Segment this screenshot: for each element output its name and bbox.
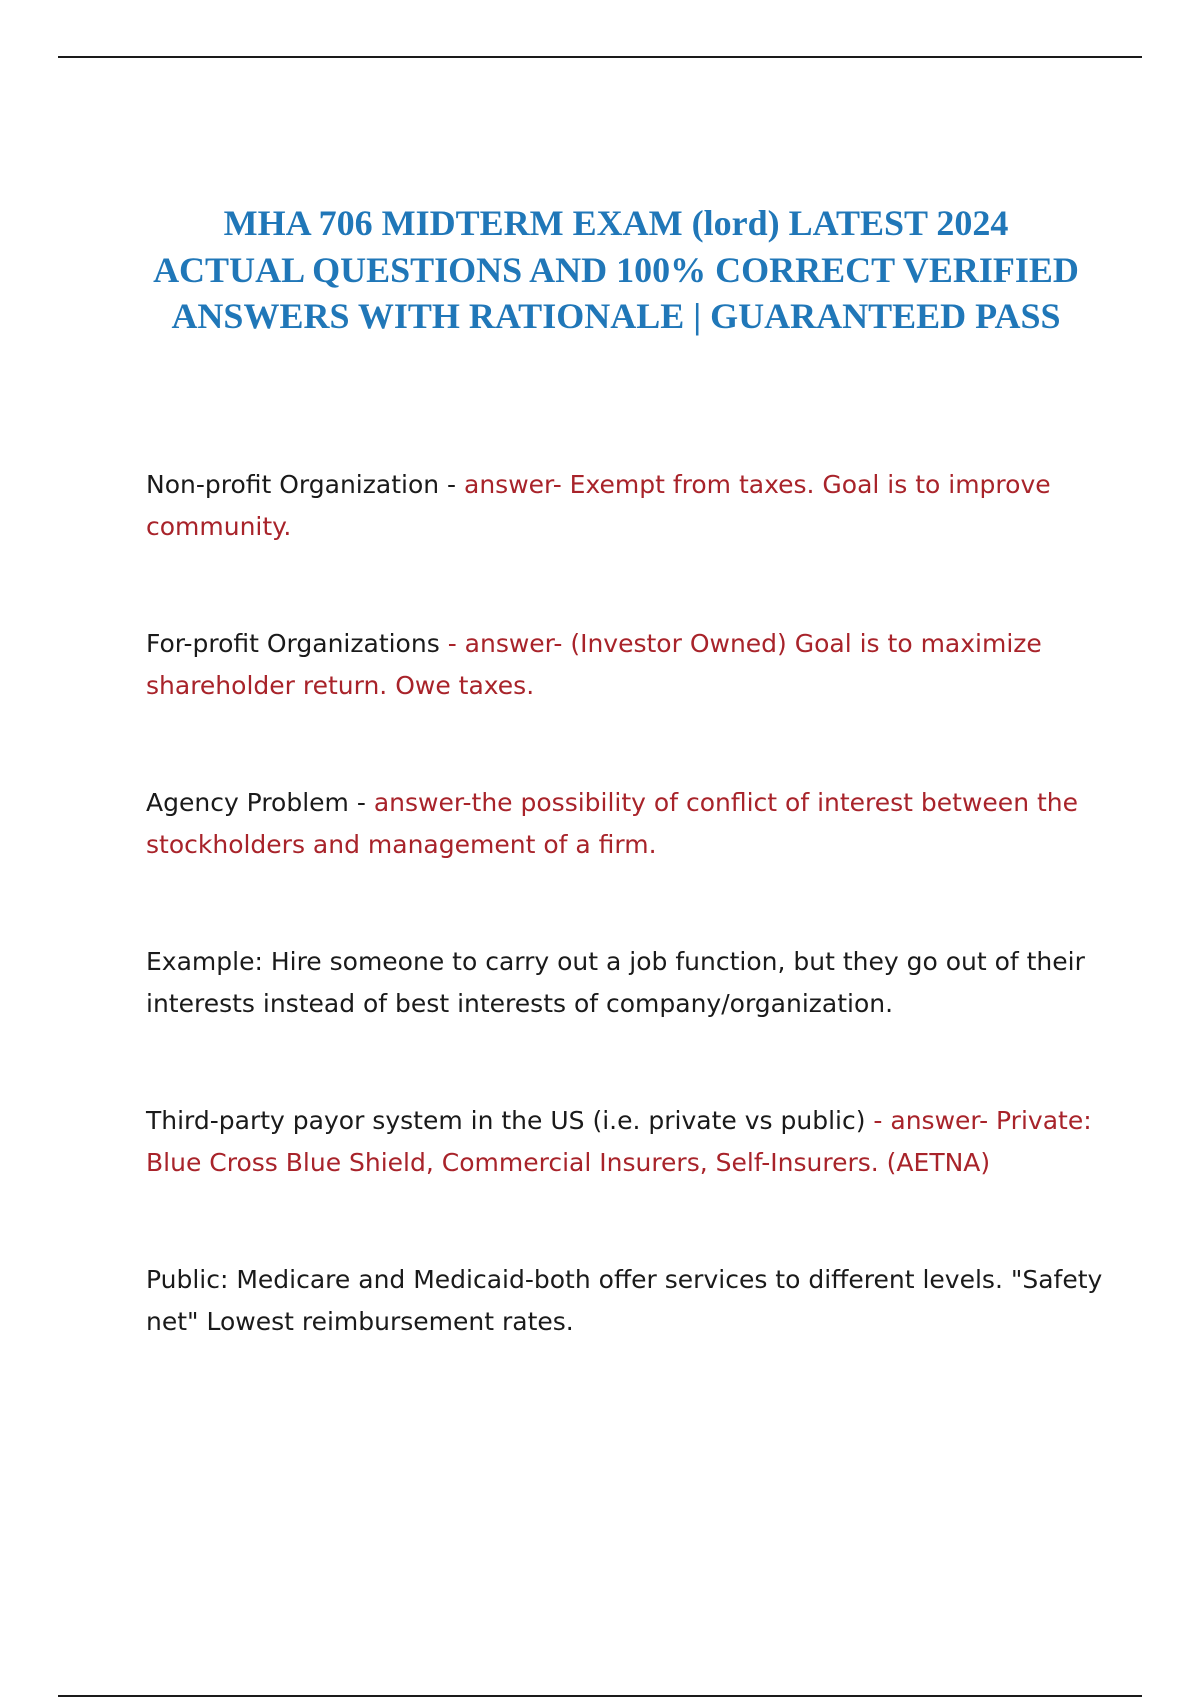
question-text: Non-profit Organization -: [146, 470, 464, 499]
answer-text: answer-the possibility of conflict of interest between the stockholders and management of a firm.: [146, 788, 1079, 859]
bottom-divider: [58, 1695, 1142, 1697]
qa-entry: [146, 941, 1126, 1025]
question-text: Example: Hire someone to carry out a job function, but they go out of their interests instead of best interests of company/organization.: [146, 947, 1085, 1018]
question-text: Public: Medicare and Medicaid-both offer services to different levels. "Safety net" Lowest reimbursement rates.: [146, 1265, 1103, 1336]
question-text: For-profit Organizations: [146, 629, 448, 658]
qa-entry: [146, 1259, 1126, 1343]
answer-text: answer- Exempt from taxes. Goal is to improve community.: [146, 470, 1051, 541]
qa-entry: [146, 623, 1126, 707]
question-text: Third-party payor system in the US (i.e. private vs public): [146, 1106, 874, 1135]
qa-entry: [146, 1100, 1126, 1184]
question-text: Agency Problem -: [146, 788, 374, 817]
qa-entry: [146, 782, 1126, 866]
answer-text: - answer- Private: Blue Cross Blue Shield, Commercial Insurers, Self-Insurers. (AETNA): [146, 1106, 1092, 1177]
answer-text: - answer- (Investor Owned) Goal is to maximize shareholder return. Owe taxes.: [146, 629, 1042, 700]
document-title: MHA 706 MIDTERM EXAM (lord) LATEST 2024 ACTUAL QUESTIONS AND 100% CORRECT VERIFIED ANSWERS WITH RATIONALE | GUARANTEED PASS: [153, 203, 1079, 336]
qa-list: [146, 464, 1126, 1343]
top-divider: [58, 56, 1142, 58]
qa-entry: [146, 464, 1126, 548]
